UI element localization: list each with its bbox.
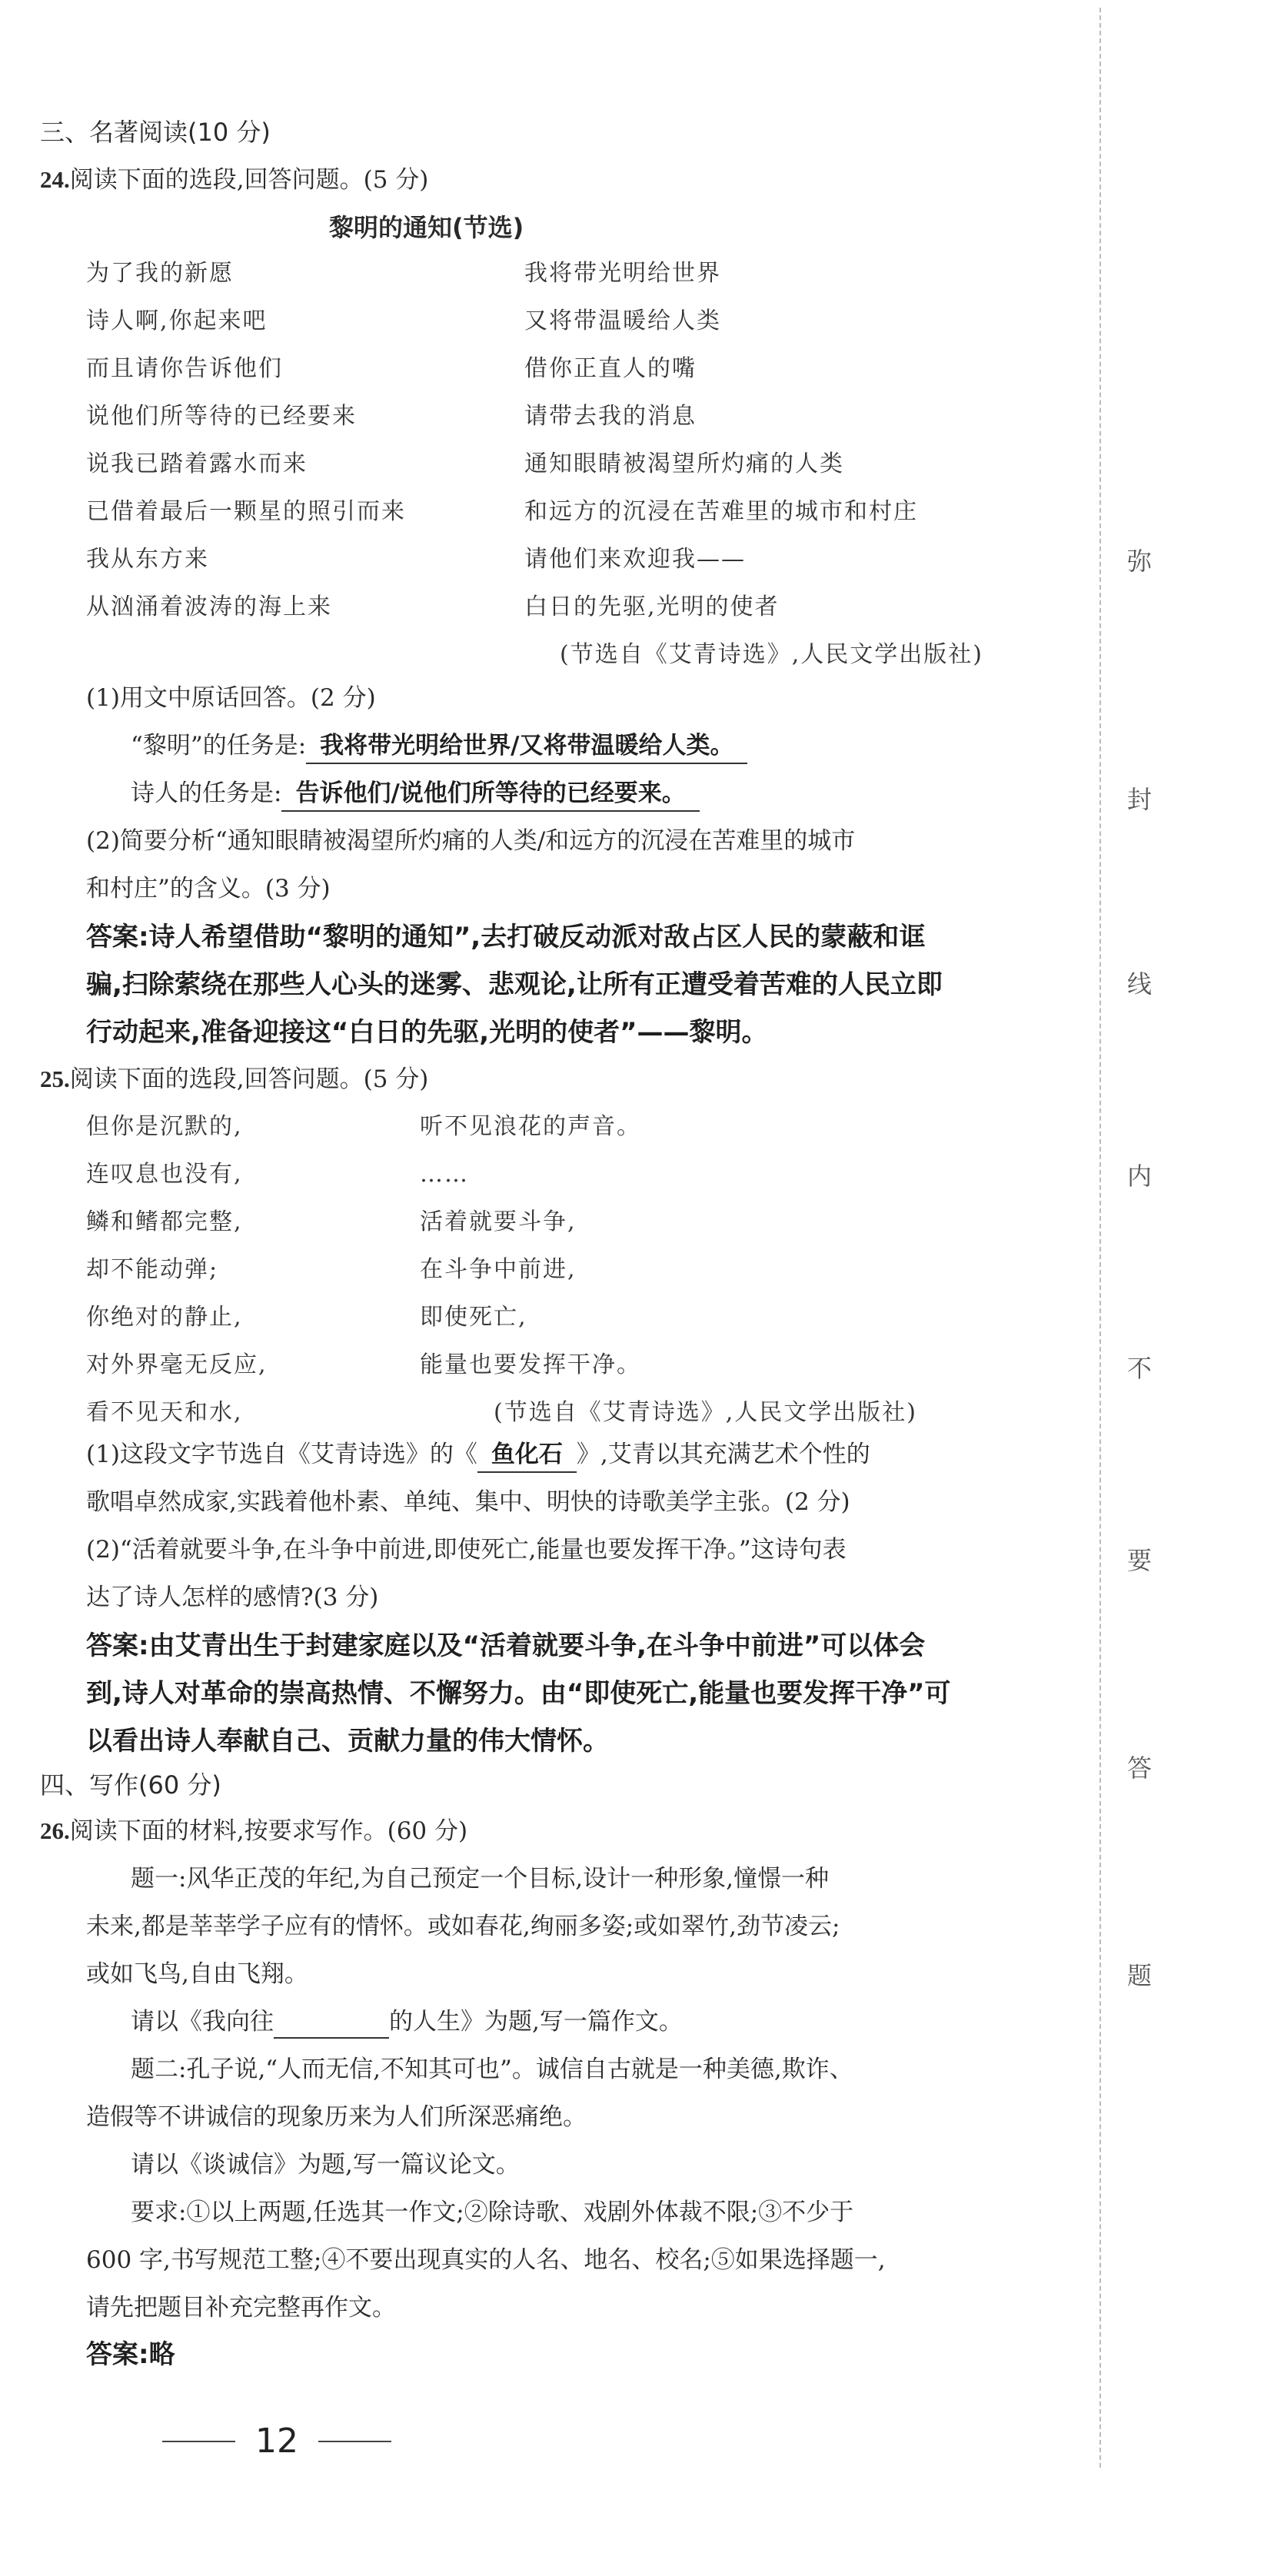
q26-req-pre: 请以《我向往 <box>131 2008 274 2036</box>
seal-dashed-line <box>1099 8 1101 2468</box>
poem-line: 白日的先驱,光明的使者 <box>524 593 780 620</box>
poem-line: 听不见浪花的声音。 <box>420 1113 641 1140</box>
poem-line: 我将带光明给世界 <box>524 260 721 287</box>
poem-line: 又将带温暖给人类 <box>524 307 721 334</box>
q25-prompt-line <box>40 1062 428 1096</box>
poem-line: 对外界毫无反应, <box>86 1351 268 1378</box>
page-number-dash-right <box>318 2441 391 2442</box>
poem-line: 鳞和鳍都完整, <box>86 1208 243 1235</box>
q24-answer-line: 答案:诗人希望借助“黎明的通知”,去打破反动派对敌占区人民的蒙蔽和诓 <box>86 922 926 952</box>
q25-sub1-line <box>86 1438 870 1473</box>
poem-line: 请他们来欢迎我—— <box>524 546 746 573</box>
poem-line: 你绝对的静止, <box>86 1304 243 1331</box>
poem-line: 而且请你告诉他们 <box>86 355 283 382</box>
q24-sub1-b <box>131 776 700 812</box>
q25-sub2-line: (2)“活着就要斗争,在斗争中前进,即使死亡,能量也要发挥干净。”这诗句表 <box>86 1536 847 1564</box>
q26-topic2-line: 造假等不讲诚信的现象历来为人们所深恶痛绝。 <box>86 2103 587 2131</box>
q24-answer-line: 骗,扫除萦绕在那些人心头的迷雾、悲观论,让所有正遭受着苦难的人民立即 <box>86 969 943 1000</box>
poem-line: 已借着最后一颗星的照引而来 <box>86 498 406 525</box>
section-3-score: (10 分) <box>188 118 271 147</box>
poem-line: 即使死亡, <box>420 1304 527 1331</box>
poem-line: 却不能动弹; <box>86 1256 219 1283</box>
poem-line: 借你正直人的嘴 <box>524 355 697 382</box>
q26-prompt: 阅读下面的材料,按要求写作。(60 分) <box>69 1817 468 1845</box>
q26-topic1-line: 题一:风华正茂的年纪,为自己预定一个目标,设计一种形象,憧憬一种 <box>131 1865 830 1893</box>
q26-requirements-line: 请先把题目补充完整再作文。 <box>86 2294 396 2322</box>
section-4-heading <box>40 1768 221 1802</box>
q25-number: 25. <box>40 1065 70 1092</box>
q24-prompt-line <box>40 163 428 197</box>
poem-line: 连叹息也没有, <box>86 1161 243 1188</box>
q26-topic1-line: 或如飞鸟,自由飞翔。 <box>86 1960 308 1988</box>
page-number <box>142 2421 411 2461</box>
q24-sub1-a-answer: 我将带光明给世界/又将带温暖给人类。 <box>306 729 747 764</box>
seal-char: 封 <box>1126 785 1152 814</box>
poem-line: 和远方的沉浸在苦难里的城市和村庄 <box>524 498 918 525</box>
q25-sub1-pre: (1)这段文字节选自《艾青诗选》的《 <box>86 1441 477 1468</box>
seal-char: 要 <box>1126 1546 1152 1575</box>
q26-requirements-line: 600 字,书写规范工整;④不要出现真实的人名、地名、校名;⑤如果选择题一, <box>86 2246 886 2274</box>
poem-line: 为了我的新愿 <box>86 260 234 287</box>
q26-requirements-line: 要求:①以上两题,任选其一作文;②除诗歌、戏剧外体裁不限;③不少于 <box>131 2199 854 2226</box>
q26-topic2-requirement: 请以《谈诚信》为题,写一篇议论文。 <box>131 2151 520 2179</box>
section-3-title: 三、名著阅读 <box>40 118 188 147</box>
seal-char: 答 <box>1126 1753 1152 1783</box>
poem-line: 从汹涌着波涛的海上来 <box>86 593 332 620</box>
seal-char: 内 <box>1126 1162 1152 1191</box>
page-number-dash-left <box>162 2441 235 2442</box>
q25-answer-line: 到,诗人对革命的崇高热情、不懈努力。由“即使死亡,能量也要发挥干净”可 <box>86 1678 951 1709</box>
poem-line: 说他们所等待的已经要来 <box>86 403 357 430</box>
poem-line: 通知眼睛被渴望所灼痛的人类 <box>524 450 844 477</box>
q26-prompt-line <box>40 1814 467 1848</box>
q24-sub1-a-label: “黎明”的任务是: <box>131 732 307 760</box>
seal-char: 题 <box>1126 1961 1152 1990</box>
seal-char: 不 <box>1126 1354 1152 1383</box>
poem-line: 看不见天和水, <box>86 1399 243 1426</box>
page-number-value: 12 <box>255 2421 298 2461</box>
q25-sub1-answer: 鱼化石 <box>477 1438 577 1473</box>
section-4-title: 四、写作 <box>40 1770 139 1800</box>
q24-sub2-line: (2)简要分析“通知眼睛被渴望所灼痛的人类/和远方的沉浸在苦难里的城市 <box>86 827 856 855</box>
poem-line: 在斗争中前进, <box>420 1256 577 1283</box>
q24-sub1-a <box>131 729 747 764</box>
q24-sub1-b-label: 诗人的任务是: <box>131 779 282 807</box>
q25-source: (节选自《艾青诗选》,人民文学出版社) <box>494 1399 917 1426</box>
q25-answer-line: 答案:由艾青出生于封建家庭以及“活着就要斗争,在斗争中前进”可以体会 <box>86 1630 926 1661</box>
q26-answer: 答案:略 <box>86 2339 175 2370</box>
q26-topic1-line: 未来,都是莘莘学子应有的情怀。或如春花,绚丽多姿;或如翠竹,劲节凌云; <box>86 1913 840 1940</box>
q25-sub1-post: 》,艾青以其充满艺术个性的 <box>576 1441 870 1468</box>
q24-sub2-line: 和村庄”的含义。(3 分) <box>86 875 331 902</box>
q25-sub1-line2: 歌唱卓然成家,实践着他朴素、单纯、集中、明快的诗歌美学主张。(2 分) <box>86 1488 850 1516</box>
q25-prompt: 阅读下面的选段,回答问题。(5 分) <box>69 1065 429 1093</box>
q25-answer-line: 以看出诗人奉献自己、贡献力量的伟大情怀。 <box>86 1726 609 1757</box>
q26-req-post: 的人生》为题,写一篇作文。 <box>389 2008 683 2036</box>
q26-topic1-requirement <box>131 2005 683 2039</box>
title-blank <box>274 2014 389 2039</box>
poem-line: 能量也要发挥干净。 <box>420 1351 641 1378</box>
seal-char: 弥 <box>1126 547 1152 576</box>
q24-source: (节选自《艾青诗选》,人民文学出版社) <box>560 641 983 668</box>
seal-char: 线 <box>1126 969 1152 999</box>
q24-sub1-prompt: (1)用文中原话回答。(2 分) <box>86 684 376 712</box>
q24-sub1-b-answer: 告诉他们/说他们所等待的已经要来。 <box>281 776 699 812</box>
q26-number: 26. <box>40 1817 70 1844</box>
q24-prompt: 阅读下面的选段,回答问题。(5 分) <box>69 166 429 194</box>
poem-line: 我从东方来 <box>86 546 209 573</box>
q24-poem-title: 黎明的通知(节选) <box>329 213 524 242</box>
q24-answer-line: 行动起来,准备迎接这“白日的先驱,光明的使者”——黎明。 <box>86 1017 768 1048</box>
poem-line: 说我已踏着露水而来 <box>86 450 308 477</box>
q26-topic2-line: 题二:孔子说,“人而无信,不知其可也”。诚信自古就是一种美德,欺诈、 <box>131 2056 853 2083</box>
poem-line: 请带去我的消息 <box>524 403 697 430</box>
poem-line: 但你是沉默的, <box>86 1113 243 1140</box>
poem-line: 诗人啊,你起来吧 <box>86 307 268 334</box>
section-3-heading <box>40 115 271 149</box>
section-4-score: (60 分) <box>138 1770 221 1800</box>
poem-line: …… <box>420 1161 469 1188</box>
poem-line: 活着就要斗争, <box>420 1208 577 1235</box>
q24-number: 24. <box>40 166 70 193</box>
q25-sub2-line: 达了诗人怎样的感情?(3 分) <box>86 1584 379 1611</box>
